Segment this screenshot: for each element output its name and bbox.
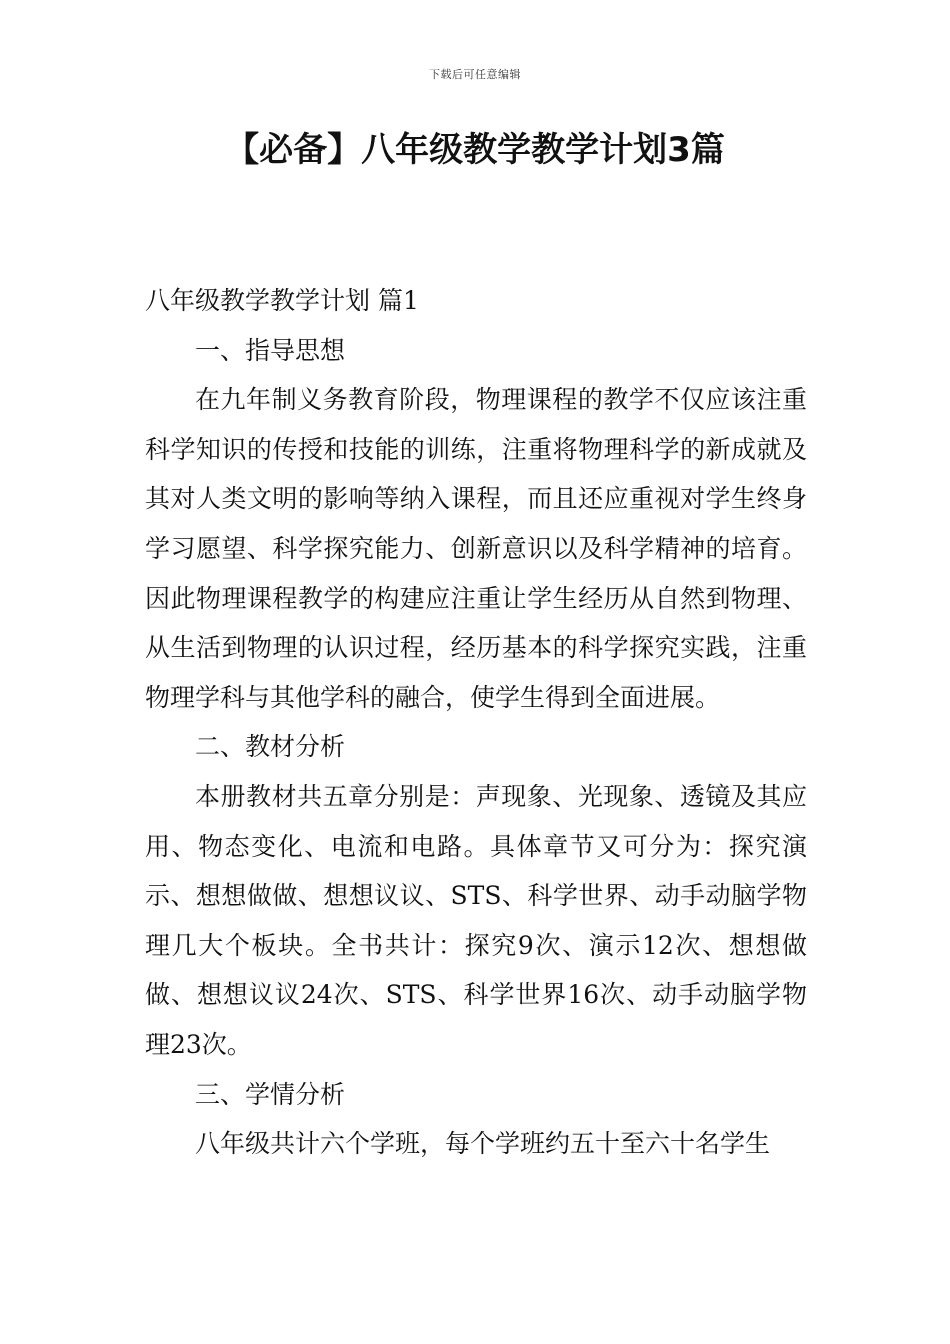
paragraph-student-analysis: 八年级共计六个学班，每个学班约五十至六十名学生: [195, 1129, 771, 1159]
document-body: [145, 276, 807, 1169]
paragraph-guiding-ideology: 在九年制义务教育阶段，物理课程的教学不仅应该注重科学知识的传授和技能的训练，注重将物理科学的新成就及其对人类文明的影响等纳入课程，而且还应重视对学生终身学习愿望、科学探究能力、创新意识以及科学精神的培育。因此物理课程教学的构建应注重让学生经历从自然到物理、从生活到物理的认识过程，经历基本的科学探究实践，注重物理学科与其他学科的融合，使学生得到全面进展。: [145, 385, 807, 712]
section-heading-guiding-ideology: 一、指导思想: [195, 335, 346, 365]
document-title: 【必备】八年级教学教学计划3篇: [225, 130, 725, 170]
section-heading-textbook-analysis: 二、教材分析: [195, 732, 346, 762]
section-heading-student-analysis: 三、学情分析: [195, 1079, 346, 1109]
article-title: 八年级教学教学计划 篇1: [145, 286, 419, 315]
paragraph-textbook-analysis: 本册教材共五章分别是：声现象、光现象、透镜及其应用、物态变化、电流和电路。具体章节又可分为：探究演示、想想做做、想想议议、STS、科学世界、动手动脑学物理几大个板块。全书共计：探究9次、演示12次、想想做做、想想议议24次、STS、科学世界16次、动手动脑学物理23次。: [145, 781, 807, 1059]
page-header-note: 下载后可任意编辑: [429, 68, 521, 81]
